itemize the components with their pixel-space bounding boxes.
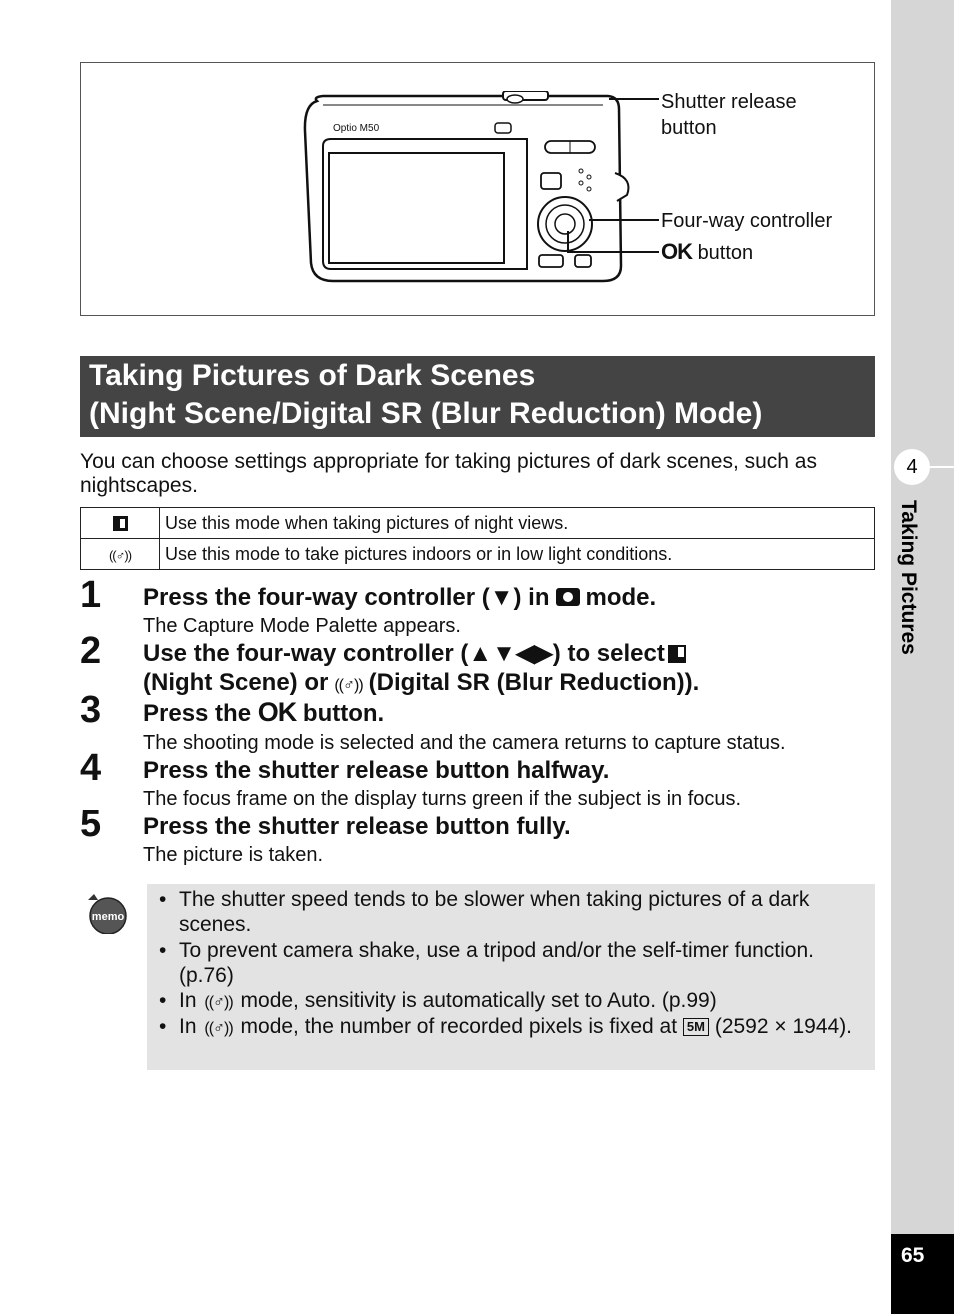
step-title-text: (Digital SR (Blur Reduction)). xyxy=(368,669,700,696)
step-title: Press the shutter release button fully. xyxy=(143,813,571,840)
bullet: • xyxy=(159,888,167,911)
step-title xyxy=(143,583,656,612)
chapter-label: Taking Pictures xyxy=(897,500,920,655)
step-number: 4 xyxy=(80,747,102,789)
camera-figure xyxy=(80,62,875,316)
bullet: • xyxy=(159,939,167,962)
night-scene-icon xyxy=(113,516,128,531)
step-title xyxy=(143,639,843,700)
memo-item xyxy=(159,1014,869,1041)
ok-button-label xyxy=(661,239,753,266)
night-scene-icon xyxy=(668,645,686,663)
step-title-text: (Night Scene) or xyxy=(143,669,329,696)
ok-callout-diag xyxy=(567,231,569,251)
step-title xyxy=(143,698,384,728)
digital-sr-icon: ((♂)) xyxy=(204,994,233,1011)
ok-button-text: button xyxy=(697,242,754,264)
camera-back-illustration xyxy=(303,91,633,291)
memo-text-part: In xyxy=(179,989,197,1012)
memo-item xyxy=(159,938,869,988)
digital-sr-icon: ((♂)) xyxy=(204,1020,233,1037)
ok-callout-line xyxy=(567,251,659,253)
mode-icon-cell xyxy=(81,508,160,539)
digital-sr-icon: ((♂)) xyxy=(108,547,132,563)
step-title-text: Use the four-way controller (▲▼◀▶) to select xyxy=(143,640,665,667)
step-title-text: mode. xyxy=(585,584,657,611)
step-title-text: button. xyxy=(302,700,385,727)
mode-table xyxy=(80,507,875,570)
table-row xyxy=(81,508,875,539)
step-number: 1 xyxy=(80,574,102,616)
mode-desc: Use this mode to take pictures indoors or in low light conditions. xyxy=(160,539,875,570)
step-number: 3 xyxy=(80,689,102,731)
shutter-callout-line xyxy=(609,98,659,100)
memo-text-part: (2592 × 1944). xyxy=(714,1015,853,1038)
shutter-release-label: Shutter release button xyxy=(661,91,797,139)
heading-line-2: (Night Scene/Digital SR (Blur Reduction) Mode) xyxy=(89,397,763,430)
camera-brand-label: Optio M50 xyxy=(333,123,380,134)
mode-desc: Use this mode when taking pictures of night views. xyxy=(160,508,875,539)
step-title-text: Press the four-way controller (▼) in xyxy=(143,584,550,611)
step-title: Press the shutter release button halfway. xyxy=(143,757,610,784)
intro-paragraph: You can choose settings appropriate for taking pictures of dark scenes, such as nightscapes. xyxy=(80,450,817,497)
table-row xyxy=(81,539,875,570)
ok-glyph: OK xyxy=(257,697,297,727)
step-desc: The focus frame on the display turns green if the subject is in focus. xyxy=(143,788,742,810)
step-desc: The Capture Mode Palette appears. xyxy=(143,615,461,637)
memo-item xyxy=(159,887,869,937)
section-heading xyxy=(80,356,875,437)
page-number: 65 xyxy=(891,1234,954,1314)
chapter-number: 4 xyxy=(894,449,930,485)
bullet: • xyxy=(159,1015,167,1038)
memo-icon xyxy=(84,892,132,934)
step-desc: The shooting mode is selected and the camera returns to capture status. xyxy=(143,732,786,754)
memo-text: The shutter speed tends to be slower when taking pictures of a dark scenes. xyxy=(179,888,810,936)
memo-text: To prevent camera shake, use a tripod and/or the self-timer function. (p.76) xyxy=(179,939,814,987)
ok-glyph: OK xyxy=(661,239,692,264)
step-desc: The picture is taken. xyxy=(143,844,324,866)
memo-text-part: mode, sensitivity is automatically set to Auto. (p.99) xyxy=(240,989,717,1012)
digital-sr-icon: ((♂)) xyxy=(334,677,363,694)
mode-icon-cell xyxy=(81,539,160,570)
step-title-text: Press the xyxy=(143,700,252,727)
memo-text xyxy=(159,988,869,1015)
memo-text-part: mode, the number of recorded pixels is fixed at xyxy=(240,1015,678,1038)
bullet: • xyxy=(159,989,167,1012)
memo-text-part: In xyxy=(179,1015,197,1038)
four-way-callout-line xyxy=(589,219,659,221)
step-number: 5 xyxy=(80,803,102,845)
memo-item xyxy=(159,988,869,1015)
step-number: 2 xyxy=(80,630,102,672)
heading-line-1: Taking Pictures of Dark Scenes xyxy=(89,359,536,392)
four-way-controller-label: Four-way controller xyxy=(661,210,833,232)
memo-icon-label: memo xyxy=(91,911,125,923)
resolution-icon: 5M xyxy=(683,1018,709,1036)
memo-text xyxy=(159,1014,869,1041)
camera-mode-icon xyxy=(556,588,580,606)
